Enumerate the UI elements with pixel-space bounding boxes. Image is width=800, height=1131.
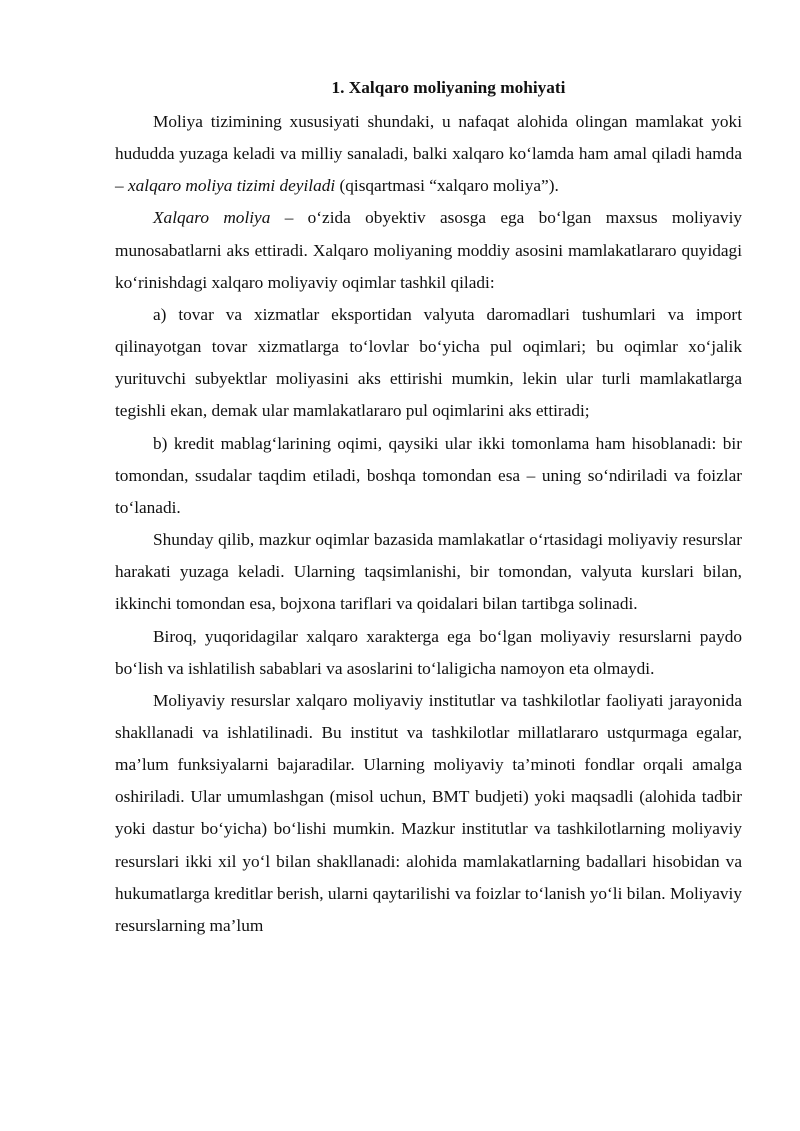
paragraph-1-text-a: Moliya tizimining xususiyati shundaki, u nafaqat alohida olingan mamlakat yoki hududda yuzaga keladi va milliy sanaladi, balki xalqaro ko‘lamda ham amal qiladi hamda – (115, 112, 742, 196)
paragraph-1 (115, 106, 742, 202)
paragraph-7: Moliyaviy resurslar xalqaro moliyaviy institutlar va tashkilotlar faoliyati jarayonida shakllanadi va ishlatilinadi. Bu institut va tashkilotlar millatlararo ustqurmaga egalar, ma’lum funksiyalarni bajaradilar. Ularning moliyaviy ta’minoti fondlar orqali amalga oshiriladi. Ular umumlashgan (misol uchun, BMT budjeti) yoki maqsadli (alohida tadbir yoki dastur bo‘yicha) bo‘lishi mumkin. Mazkur institutlar va tashkilotlarning moliyaviy resurslari ikki xil yo‘l bilan shakllanadi: alohida mamlakatlarning badallari hisobidan va hukumatlarga kreditlar berish, ularni qaytarilishi va foizlar to‘lanish yo‘li bilan. Moliyaviy resurslarning ma’lum (115, 690, 742, 935)
document-body (115, 76, 742, 942)
paragraph-1-text-c: (qisqartmasi “xalqaro moliya”). (335, 176, 559, 196)
paragraph-5: Shunday qilib, mazkur oqimlar bazasida mamlakatlar o‘rtasidagi moliyaviy resurslar harakati yuzaga keladi. Ularning taqsimlanishi, bir tomondan, valyuta kurslari bilan, ikkinchi tomondan esa, bojxona tariflari va qoidalari bilan tartibga solinadi. (115, 530, 742, 614)
paragraph-3-list-item-a: a) tovar va xizmatlar eksportidan valyuta daromadlari tushumlari va import qilinayotgan tovar xizmatlarga to‘lovlar bo‘yicha pul oqimlari; bu oqimlar xo‘jalik yurituvchi subyektlar moliyasini aks ettirishi mumkin, lekin ular turli mamlakatlarga tegishli ekan, demak ular mamlakatlararo pul oqimlarini aks ettiradi; (115, 304, 742, 421)
paragraph-1-italic-term: xalqaro moliya tizimi deyiladi (127, 176, 336, 196)
paragraph-6: Biroq, yuqoridagilar xalqaro xarakterga ega bo‘lgan moliyaviy resurslarni paydo bo‘lish va ishlatilish sabablari va asoslarini to‘laligicha namoyon eta olmaydi. (115, 626, 742, 678)
paragraph-2 (115, 202, 742, 298)
paragraph-4-list-item-b: b) kredit mablag‘larining oqimi, qaysiki ular ikki tomonlama ham hisoblanadi: bir tomondan, ssudalar taqdim etiladi, boshqa tomondan esa – uning so‘ndiriladi va foizlar to‘lanadi. (115, 433, 742, 517)
section-title: 1. Xalqaro moliyaning mohiyati (331, 78, 566, 97)
paragraph-2-italic-term: Xalqaro moliya (153, 208, 271, 228)
paragraph-2-text-b: – o‘zida obyektiv asosga ega bo‘lgan maxsus moliyaviy munosabatlarni aks ettiradi. Xalqaro moliyaning moddiy asosini mamlakatlararo quyidagi ko‘rinishdagi xalqaro moliyaviy oqimlar tashkil qiladi: (115, 208, 743, 292)
